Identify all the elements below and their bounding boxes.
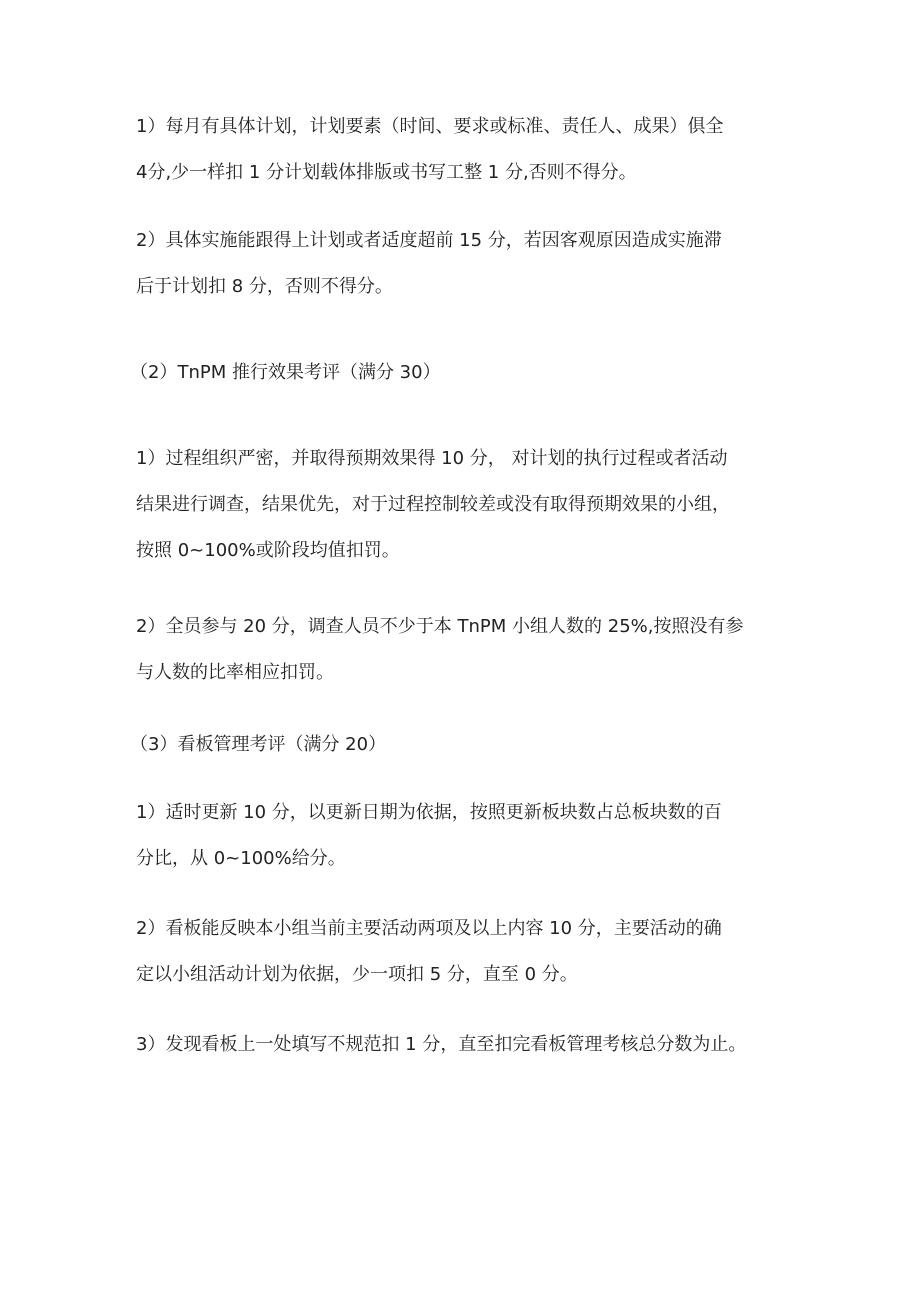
text-line: 3）发现看板上一处填写不规范扣 1 分，直至扣完看板管理考核总分数为止。 [136,1034,747,1055]
paragraph-nonstandard-entry [136,1022,796,1068]
text-line: 1）适时更新 10 分，以更新日期为依据，按照更新板块数占总板块数的百 [136,802,722,823]
text-line: 与人数的比率相应扣罚。 [136,662,334,683]
text-line: 2）全员参与 20 分，调查人员不少于本 TnPM 小组人数的 25%,按照没有参 [136,616,744,637]
paragraph-plan-requirements [136,104,796,196]
section-heading-text: （3）看板管理考评（满分 20） [130,734,387,755]
text-line: 1）每月有具体计划，计划要素（时间、要求或标准、责任人、成果）俱全 [136,116,724,137]
paragraph-implementation-schedule [136,218,796,310]
text-line: 1）过程组织严密，并取得预期效果得 10 分， 对计划的执行过程或者活动 [136,448,728,469]
text-line: 按照 0~100%或阶段均值扣罚。 [136,540,400,561]
text-line: 4分,少一样扣 1 分计划载体排版或书写工整 1 分,否则不得分。 [136,162,637,183]
text-line: 2）看板能反映本小组当前主要活动两项及以上内容 10 分，主要活动的确 [136,918,722,939]
paragraph-process-organization [136,436,796,574]
text-line: 2）具体实施能跟得上计划或者适度超前 15 分，若因客观原因造成实施滞 [136,230,722,251]
text-line: 分比，从 0~100%给分。 [136,848,346,869]
text-line: 定以小组活动计划为依据，少一项扣 5 分，直至 0 分。 [136,964,578,985]
paragraph-timely-update [136,790,796,882]
text-line: 后于计划扣 8 分，否则不得分。 [136,276,393,297]
text-line: 结果进行调查，结果优先，对于过程控制较差或没有取得预期效果的小组， [136,494,730,515]
section-heading-kanban [130,722,790,768]
paragraph-kanban-content [136,906,796,998]
paragraph-full-participation [136,604,796,696]
section-heading-tnpm-effect [130,350,790,396]
section-heading-text: （2）TnPM 推行效果考评（满分 30） [130,362,441,383]
